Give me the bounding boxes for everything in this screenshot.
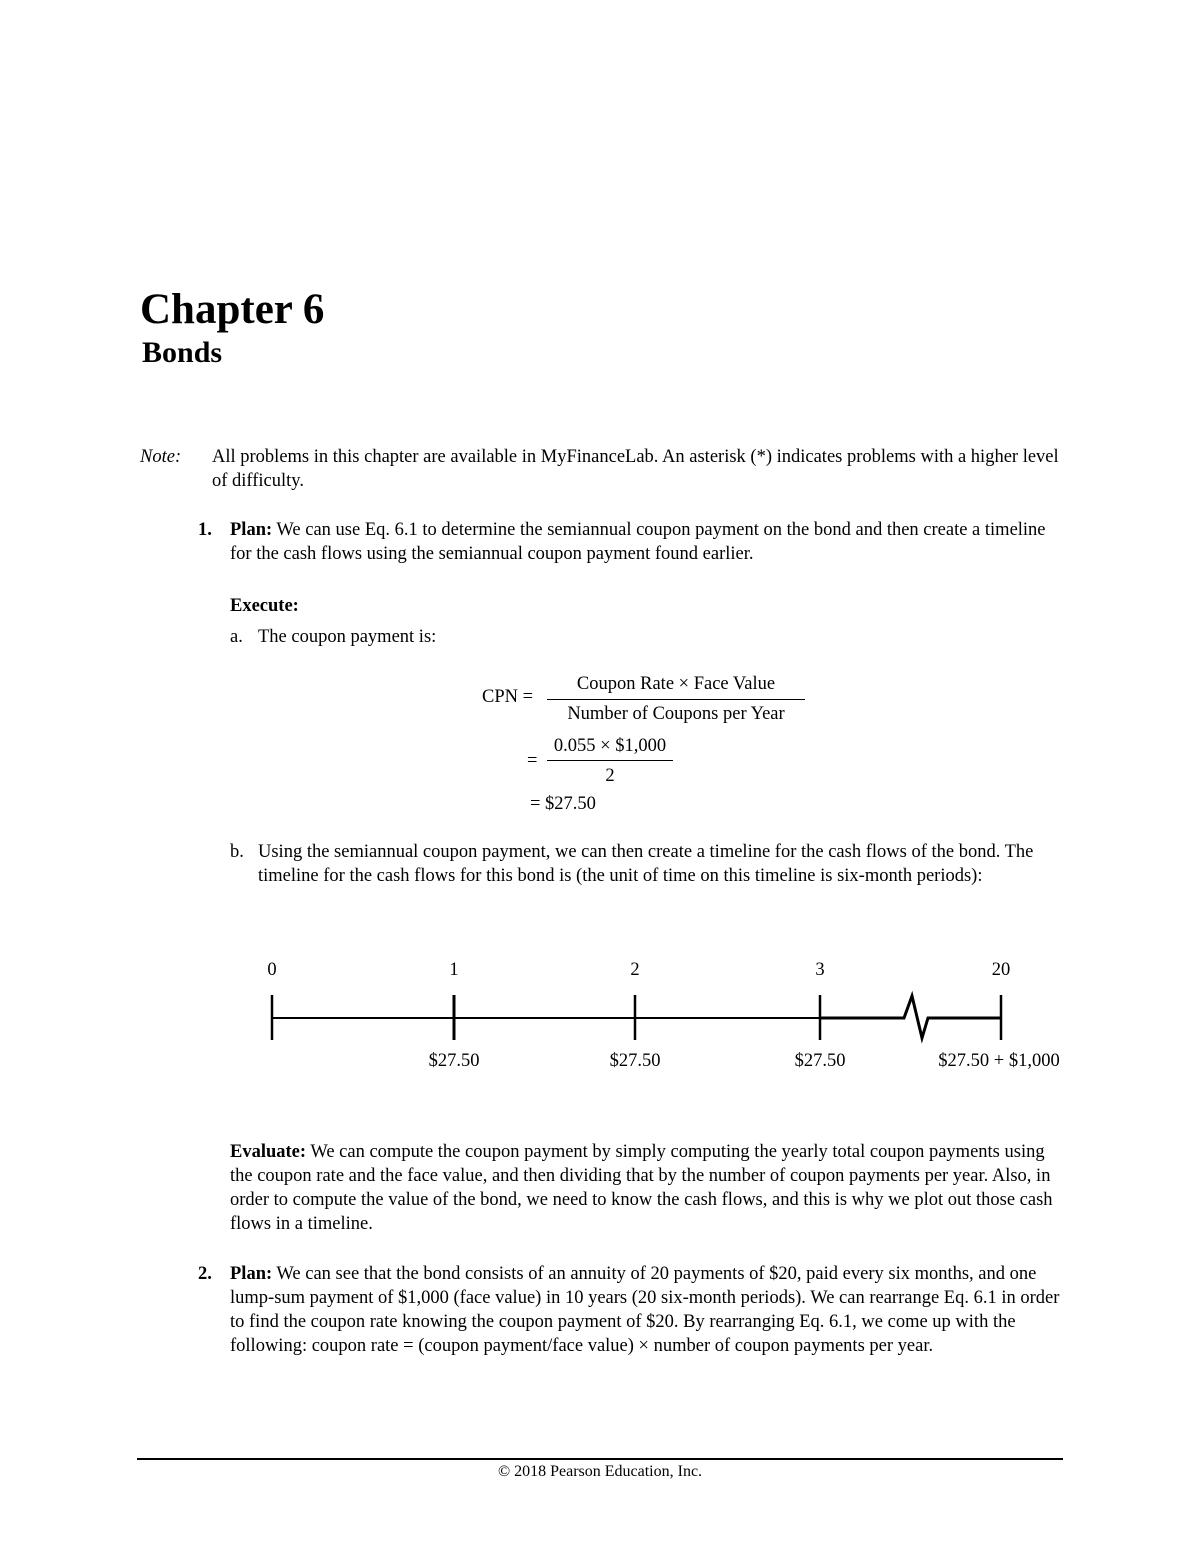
equation-numerator-2: 0.055 × $1,000 [553,736,667,756]
problem-1-number: 1. [198,520,212,540]
equation-denominator-2: 2 [605,766,615,786]
footer-copyright: © 2018 Pearson Education, Inc. [497,1463,703,1480]
plan-text: We can see that the bond consists of an annuity of 20 payments of $20, paid every six months, and one lump-sum payment of $1,000 (face value) in 10 years (20 six-month periods). We can rearrange Eq. 6.1 in order to find the coupon rate knowing the coupon payment of $20. By rearranging Eq. 6.1, we come up with the following: coupon rate = (coupon payment/face value) × number of coupon payments per year. [230,1264,1060,1356]
equation-denominator-1: Number of Coupons per Year [567,704,785,724]
problem-1-plan [230,518,1070,566]
plan-label: Plan: [230,520,273,540]
cash-flow-2: $27.50 [609,1051,661,1071]
evaluate-text: We can compute the coupon payment by simply computing the yearly total coupon payments using the coupon rate and the face value, and then dividing that by the number of coupon payments per year. Also, in order to compute the value of the bond, we need to know the cash flows, and this is why we plot out those cash flows in a timeline. [230,1142,1053,1234]
note-label: Note: [140,447,182,467]
chapter-title: Chapter 6 [140,286,325,333]
note-text: All problems in this chapter are available in MyFinanceLab. An asterisk (*) indicates problems with a higher level of difficulty. [212,447,1059,491]
period-label-3: 3 [815,960,825,980]
evaluate-paragraph [230,1140,1070,1236]
fraction-bar-1 [547,699,805,700]
cash-flow-3: $27.50 [794,1051,846,1071]
equation-numerator-1: Coupon Rate × Face Value [576,674,776,694]
problem-2-plan [230,1262,1070,1358]
cash-flow-20: $27.50 + $1,000 [938,1051,1060,1071]
equation-result: = $27.50 [530,794,596,814]
cash-flow-1: $27.50 [428,1051,480,1071]
plan-text: We can use Eq. 6.1 to determine the semiannual coupon payment on the bond and then create a timeline for the cash flows using the semiannual coupon payment found earlier. [230,520,1046,564]
part-a-letter: a. [230,627,243,647]
part-a-text: The coupon payment is: [258,627,437,647]
period-label-2: 2 [630,960,640,980]
problem-2-number: 2. [198,1264,212,1284]
period-label-1: 1 [449,960,459,980]
equation-equals: = [527,751,538,771]
part-b-letter: b. [230,842,244,862]
period-label-20: 20 [991,960,1011,980]
timeline-break [820,996,1001,1038]
period-label-0: 0 [267,960,277,980]
chapter-subtitle: Bonds [142,336,223,369]
execute-label: Execute: [230,596,299,616]
part-b-text: Using the semiannual coupon payment, we can then create a timeline for the cash flows of the bond. The timeline for the cash flows for this bond is (the unit of time on this timeline is six-month periods): [258,842,1034,886]
equation-lhs: CPN = [482,687,534,707]
plan-label: Plan: [230,1264,273,1284]
fraction-bar-2 [547,760,673,761]
evaluate-label: Evaluate: [230,1142,307,1162]
footer-rule [137,1458,1063,1460]
